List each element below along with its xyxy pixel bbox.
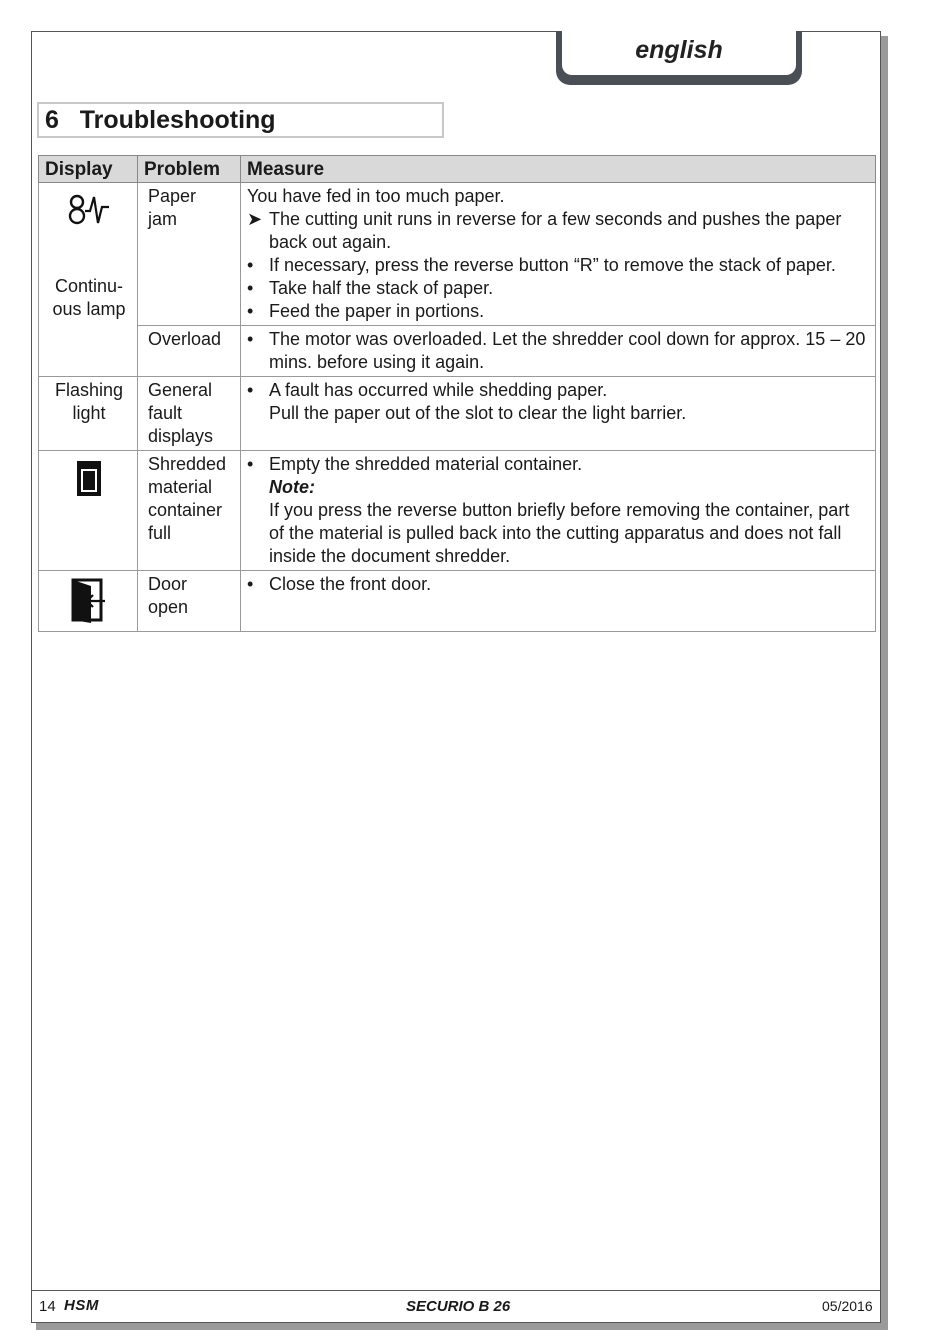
- document-date: 05/2016: [822, 1298, 873, 1314]
- bullet-marker: •: [247, 255, 254, 275]
- header-measure: Measure: [241, 156, 876, 183]
- table-header-row: [39, 156, 876, 183]
- list-item: [247, 277, 869, 300]
- problem-paper-jam: Paper jam: [138, 183, 241, 326]
- door-open-icon: [69, 577, 109, 623]
- measure-overload: [241, 326, 876, 377]
- section-number: 6: [45, 106, 59, 134]
- language-label: english: [635, 36, 723, 64]
- list-item-continuation: Pull the paper out of the slot to clear the light barrier.: [269, 403, 687, 423]
- list-item: [247, 453, 869, 476]
- list-item: [247, 573, 869, 596]
- display-continuous-lamp: Continu- ous lamp: [52, 276, 126, 319]
- list-item-text: Feed the paper in portions.: [269, 301, 485, 321]
- paper-jam-icon: [65, 189, 113, 229]
- display-cell-paper-jam: [39, 183, 138, 377]
- bullet-marker: •: [247, 454, 254, 474]
- section-heading: [37, 102, 444, 138]
- display-flashing-light: Flashing light: [39, 377, 138, 451]
- section-title: Troubleshooting: [79, 106, 276, 134]
- measure-paper-jam: [241, 183, 876, 326]
- measure-general-fault: [241, 377, 876, 451]
- measure-intro: You have fed in too much paper.: [247, 186, 505, 206]
- table-row: [39, 451, 876, 571]
- arrow-marker: ➤: [247, 209, 263, 229]
- table-row: [39, 571, 876, 632]
- model-name: SECURIO B 26: [406, 1298, 511, 1315]
- problem-overload: Overload: [138, 326, 241, 377]
- list-item-text: If necessary, press the reverse button “R” to remove the stack of paper.: [269, 255, 836, 275]
- hsm-logo: HSM: [64, 1297, 99, 1314]
- bullet-marker: •: [247, 574, 254, 594]
- note-text: If you press the reverse button briefly before removing the container, part of the material is pulled back into the cutting apparatus and does not fall inside the document shredder.: [269, 500, 850, 566]
- bullet-marker: •: [247, 329, 254, 349]
- table-row: [39, 326, 876, 377]
- problem-container-full: Shredded material container full: [138, 451, 241, 571]
- list-item: [247, 328, 869, 374]
- troubleshooting-table: [38, 155, 876, 632]
- header-problem: Problem: [138, 156, 241, 183]
- table-row: [39, 377, 876, 451]
- table-row: [39, 183, 876, 326]
- list-item-text: Empty the shredded material container.: [269, 454, 583, 474]
- measure-container-full: [241, 451, 876, 571]
- header-display: Display: [39, 156, 138, 183]
- container-full-icon: [74, 459, 104, 499]
- list-item-text: Close the front door.: [269, 574, 432, 594]
- list-item-text: Take half the stack of paper.: [269, 278, 494, 298]
- list-item: [247, 254, 869, 277]
- list-item: [247, 300, 869, 323]
- bullet-marker: •: [247, 278, 254, 298]
- list-item-text: A fault has occurred while shedding paper.: [269, 380, 608, 400]
- list-item: [247, 208, 869, 254]
- list-item: [247, 379, 869, 402]
- bullet-marker: •: [247, 380, 254, 400]
- page-number: 14: [39, 1298, 56, 1315]
- problem-general-fault: General fault displays: [138, 377, 241, 451]
- problem-door-open: Door open: [138, 571, 241, 632]
- measure-door-open: [241, 571, 876, 632]
- list-item-text: The cutting unit runs in reverse for a few seconds and pushes the paper back out again.: [269, 209, 842, 252]
- display-cell-container-full: [39, 451, 138, 571]
- footer-divider: [32, 1290, 880, 1291]
- bullet-marker: •: [247, 301, 254, 321]
- display-cell-door-open: [39, 571, 138, 632]
- note-label: Note:: [269, 477, 315, 497]
- list-item-text: The motor was overloaded. Let the shredder cool down for approx. 15 – 20 mins. before using it again.: [269, 329, 866, 372]
